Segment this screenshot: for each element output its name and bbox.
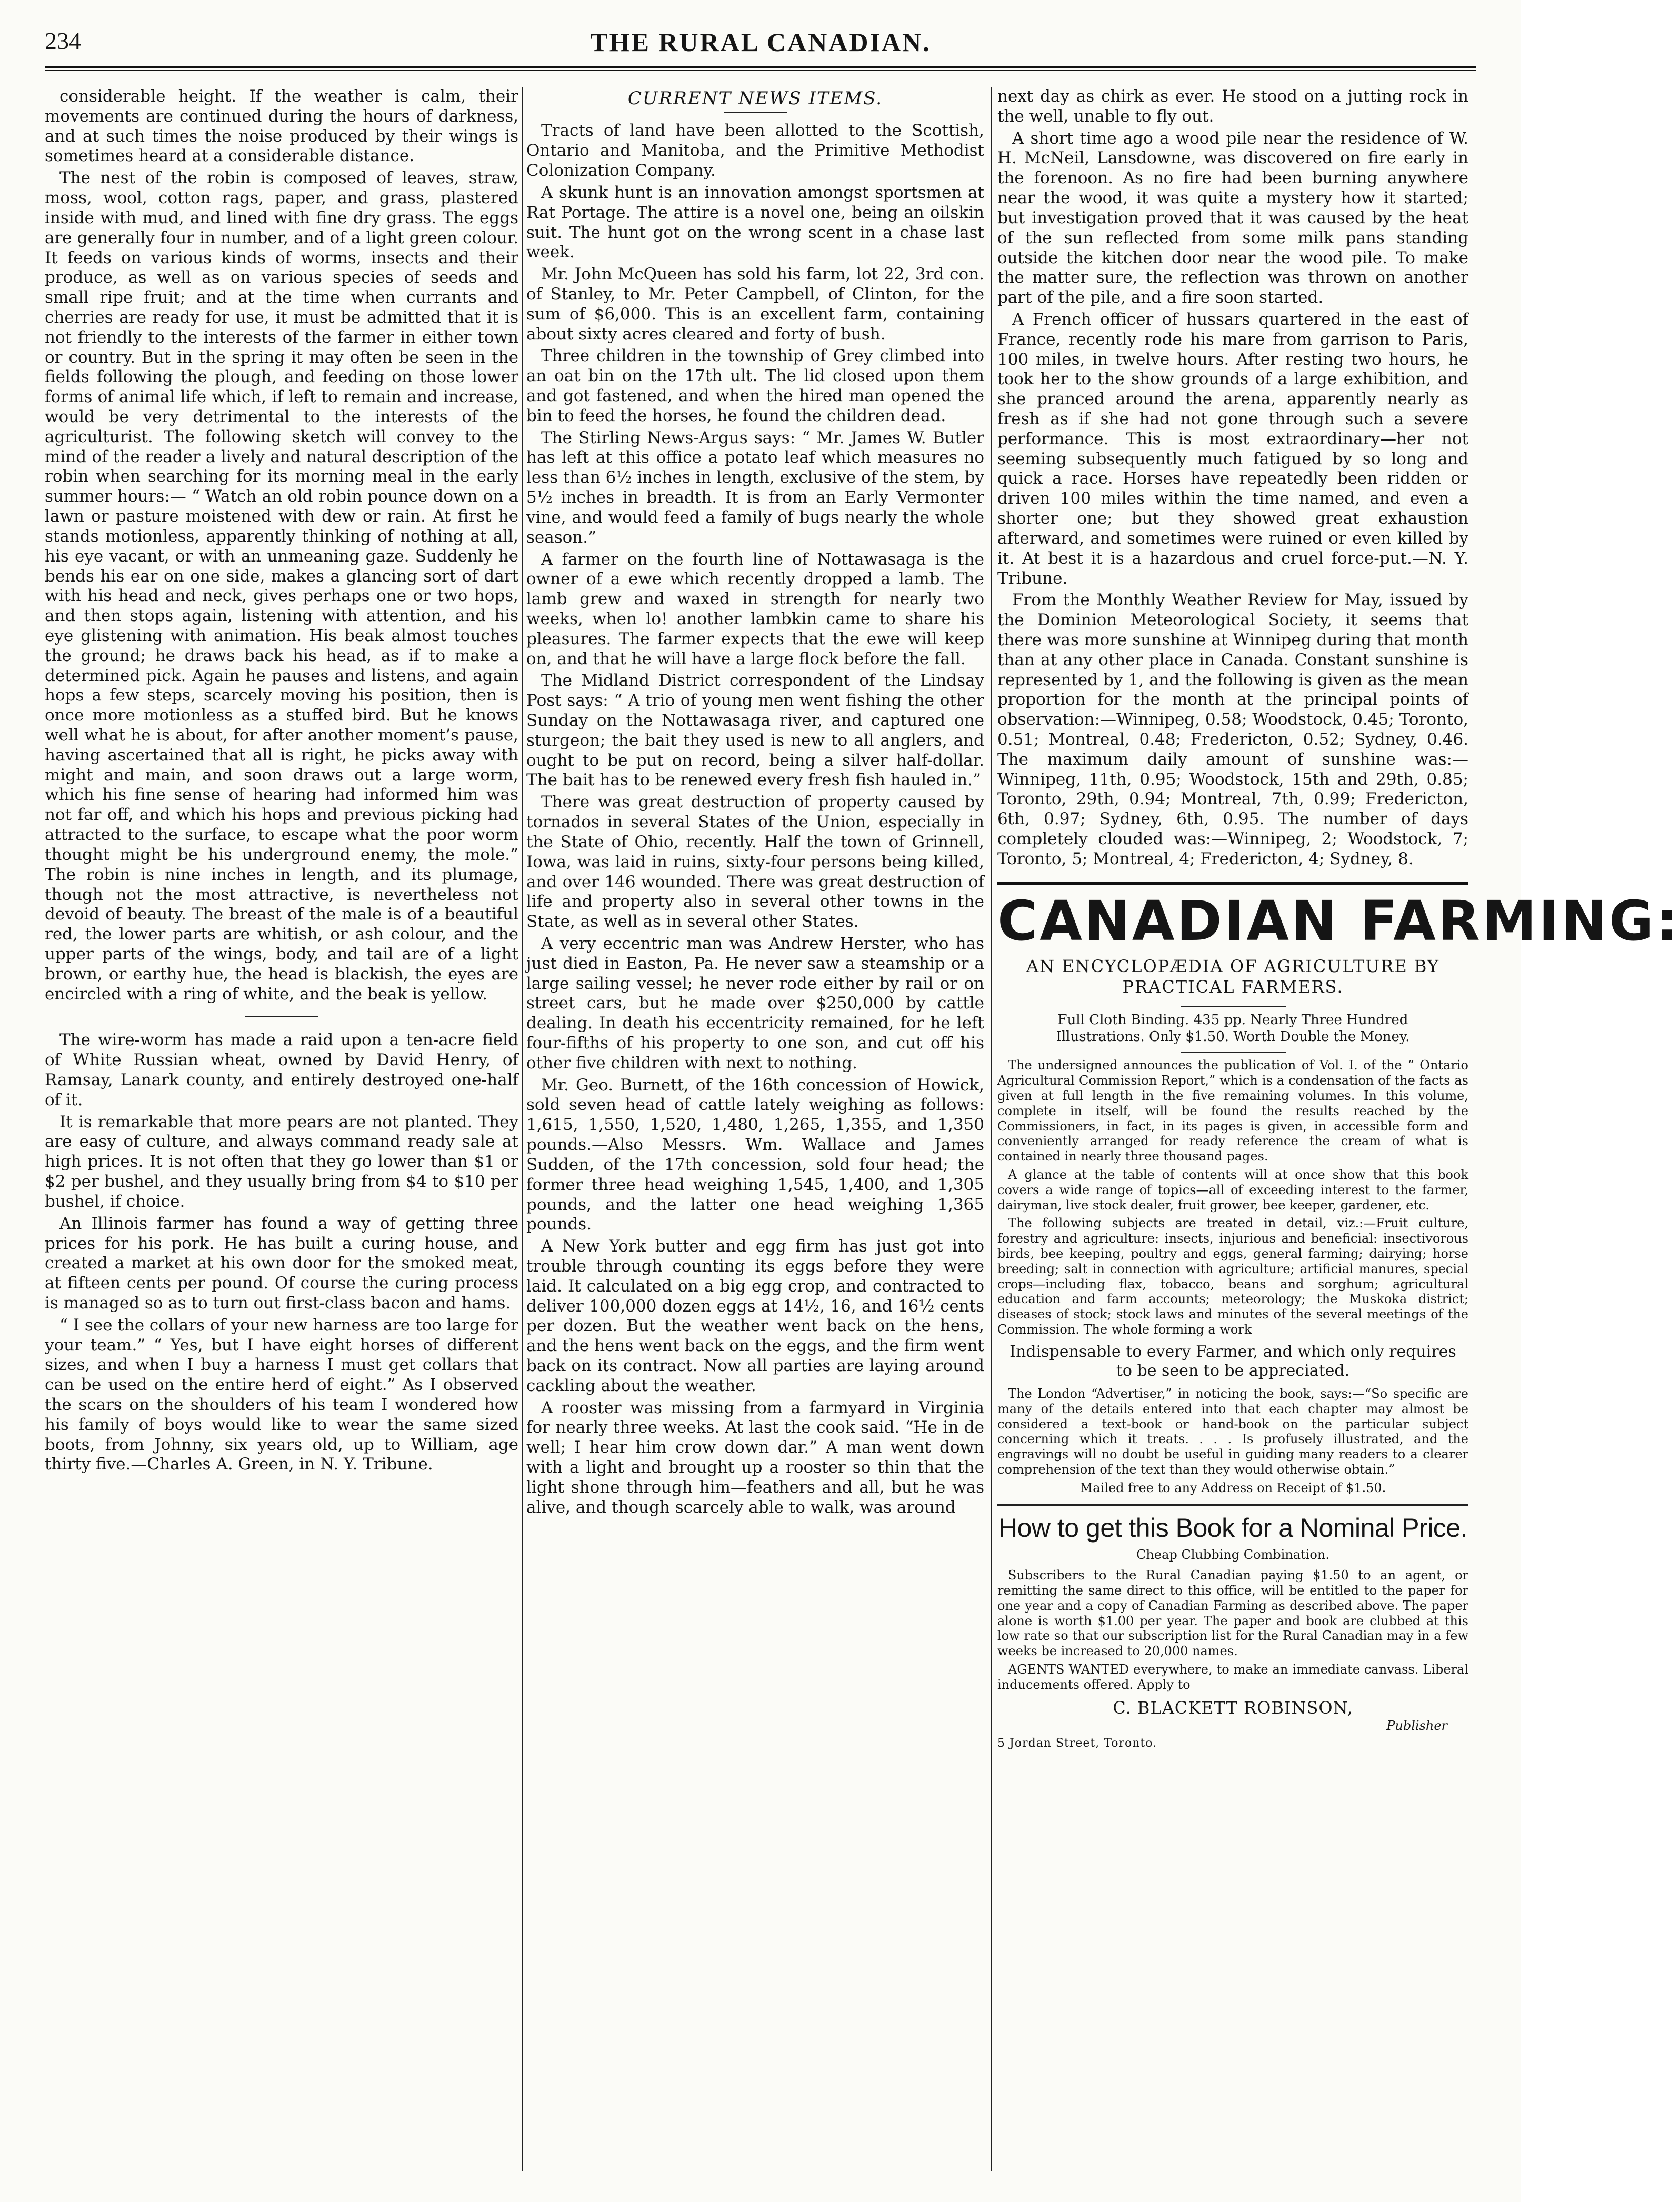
news-item: A New York butter and egg firm has just got into trouble through counting its eggs before they were laid. It calculated on a big egg crop, and contracted to deliver 100,000 dozen eggs at 14½, 16, and 16½ cents per dozen. But the weather went back on the hens, and the hens went back on the eggs, and the firm went back on its contract. Now all parties are laying around cackling about the weather. xyxy=(526,1237,984,1395)
article-separator xyxy=(245,1016,318,1017)
news-item-continued: next day as chirk as ever. He stood on a jutting rock in the well, unable to fly out. xyxy=(997,87,1468,126)
news-item: Mr. Geo. Burnett, of the 16th concession of Howick, sold seven head of cattle lately weighing as follows: 1,615, 1,550, 1,520, 1,480, 1,265, 1,355, and 1,350 pounds.—Also Messrs. Wm. Wallace and James Sudden, of the 17th concession, sold four head; the former three head weighing 1,545, 1,400, and 1,305 pounds, and the latter one head weighing 1,365 pounds. xyxy=(526,1075,984,1234)
ad-howto-heading: How to get this Book for a Nominal Price. xyxy=(997,1504,1468,1544)
ad-agents-wanted: AGENTS WANTED everywhere, to make an immediate canvass. Liberal inducements offered. Apply to xyxy=(997,1662,1468,1692)
news-item: The Midland District correspondent of the Lindsay Post says: “ A trio of young men went fishing the other Sunday on the Nottawasaga river, and captured one sturgeon; the bait they used is new to all anglers, and ought to be put on record, being a silver half-dollar. The bait has to be renewed every fresh fish hauled in.” xyxy=(526,671,984,790)
column-rule xyxy=(991,87,992,2171)
news-item: Three children in the township of Grey climbed into an oat bin on the 17th ult. The lid closed upon them and got fastened, and when the hired man opened the bin to feed the horses, he found the children dead. xyxy=(526,346,984,425)
column-rule xyxy=(522,87,523,2171)
harness-paragraph: “ I see the collars of your new harness are too large for your team.” “ Yes, but I have eight horses of different sizes, and when I buy a harness I must get collars that can be used on the entire herd of eight.” As I observed the scars on the shoulders of his team I wondered how his family of boys would like to wear the same sized boots, from Johnny, six years old, up to William, age thirty five.—Charles A. Green, in N. Y. Tribune. xyxy=(45,1315,518,1474)
news-item: A short time ago a wood pile near the residence of W. H. McNeil, Lansdowne, was discovered on fire early in the forenoon. As no fire had been burning anywhere near the wood, it was quite a mystery how it started; but investigation proved that it was caused by the heat of the sun reflected from some milk pans standing outside the kitchen door near the wood pile. To make the matter sure, the reflection was thrown on another part of the pile, and a fire soon started. xyxy=(997,128,1468,307)
ad-binding-line: Full Cloth Binding. 435 pp. Nearly Three Hundred Illustrations. Only $1.50. Worth Double the Money. xyxy=(1056,1012,1410,1045)
robin-continued-paragraph: considerable height. If the weather is calm, their movements are continued during the hours of darkness, and at such times the noise produced by their wings is sometimes heard at a considerable distance. xyxy=(45,87,518,166)
ad-body-text: A glance at the table of contents will at once show that this book covers a wide range of topics—all of exceeding interest to the farmer, dairyman, live stock dealer, fruit grower, bee keeper, gardener, etc. xyxy=(997,1167,1468,1213)
ad-body-text: The undersigned announces the publication of Vol. I. of the “ Ontario Agricultural Commission Report,” which is a condensation of the facts as given at full length in the five remaining volumes. In this volume, complete in itself, will be found the results reached by the Commissioners, in fact, in its pages is given, in accessible form and conveniently arranged for ready reference the cream of what is contained in nearly three thousand pages. xyxy=(997,1058,1468,1164)
ad-rule xyxy=(1181,1006,1286,1007)
ad-publisher-name: C. BLACKETT ROBINSON, xyxy=(1113,1697,1353,1718)
news-item: Tracts of land have been allotted to the Scottish, Ontario and Manitoba, and the Primitive Methodist Colonization Company. xyxy=(526,121,984,181)
news-item: A skunk hunt is an innovation amongst sportsmen at Rat Portage. The attire is a novel one, being an oilskin suit. The hunt got on the wrong scent in a chase last week. xyxy=(526,183,984,262)
section-heading-rule xyxy=(724,112,787,113)
news-item: A rooster was missing from a farmyard in Virginia for nearly three weeks. At last the cook said. “He in de well; I hear him crow down dar.” A man went down with a light and brought up a rooster so thin that the light shone through him—feathers and all, but he was alive, and though scarcely able to walk, was around xyxy=(526,1398,984,1517)
newspaper-title: THE RURAL CANADIAN. xyxy=(590,27,931,57)
news-item: A French officer of hussars quartered in the east of France, recently rode his mare from garrison to Paris, 100 miles, in twelve hours. After resting two hours, he took her to the show grounds of a large exhibition, and she pranced around the arena, apparently nearly as fresh as if she had not gone through such a severe performance. This is most extraordinary—her not seeming subsequently much fatigued by so long and quick a race. Horses have repeatedly been ridden or driven 100 miles within the time named, and even a shorter one; but they showed great exhaustion afterward, and sometimes were ruined or even killed by it. At best it is a hazardous and cruel force-put.—N. Y. Tribune. xyxy=(997,309,1468,588)
news-item: Mr. John McQueen has sold his farm, lot 22, 3rd con. of Stanley, to Mr. Peter Campbell, of Clinton, for the sum of $6,000. This is an excellent farm, containing about sixty acres cleared and forty of bush. xyxy=(526,265,984,344)
news-item: From the Monthly Weather Review for May, issued by the Dominion Meteorological Society, it seems that there was more sunshine at Winnipeg during that month than at any other place in Canada. Constant sunshine is represented by 1, and the following is given as the mean proportion for the month at the principal points of observation:—Winnipeg, 0.58; Woodstock, 0.45; Toronto, 0.51; Montreal, 0.48; Fredericton, 0.52; Sydney, 0.46. The maximum daily amount of sunshine was:—Winnipeg, 11th, 0.95; Woodstock, 15th and 29th, 0.85; Toronto, 29th, 0.94; Montreal, 7th, 0.99; Fredericton, 6th, 0.97; Sydney, 6th, 0.95. The number of days completely clouded was:—Winnipeg, 2; Woodstock, 7; Toronto, 5; Montreal, 4; Fredericton, 4; Sydney, 8. xyxy=(997,590,1468,868)
ad-subscription-text: Subscribers to the Rural Canadian paying $1.50 to an agent, or remitting the same direct to this office, will be entitled to the paper for one year and a copy of Canadian Farming as described above. The paper alone is worth $1.00 per year. The paper and book are clubbed at this low rate so that our subscription list for the Rural Canadian may in a few weeks be increased to 20,000 names. xyxy=(997,1568,1468,1659)
masthead-rule xyxy=(45,66,1476,71)
column-left xyxy=(45,87,518,2171)
illinois-farmer-paragraph: An Illinois farmer has found a way of getting three prices for his pork. He has built a curing house, and created a market at his own door for the smoked meat, at fifteen cents per pound. Of course the curing process is managed so as to turn out first-class bacon and hams. xyxy=(45,1214,518,1313)
column-middle xyxy=(526,87,984,2171)
column-right xyxy=(997,87,1680,2171)
news-item: A very eccentric man was Andrew Herster, who has just died in Easton, Pa. He never saw a steamship or a large sailing vessel; he never rode either by rail or on street cars, but he made over $250,000 by cattle dealing. In death his eccentricity remained, for he left four-fifths of his property to one son, and cut off his other five children with next to nothing. xyxy=(526,934,984,1073)
ad-combination-heading: Cheap Clubbing Combination. xyxy=(1136,1547,1329,1562)
ad-rule xyxy=(1181,1052,1286,1053)
news-item: A farmer on the fourth line of Nottawasaga is the owner of a ewe which recently dropped a lamb. The lamb grew and waxed in strength for nearly two weeks, when lo! another lambkin came to share his pleasures. The farmer expects that the ewe will keep on, and that he will have a large flock before the fall. xyxy=(526,549,984,668)
page-number: 234 xyxy=(45,27,81,54)
pears-paragraph: It is remarkable that more pears are not planted. They are easy of culture, and always command ready sale at high prices. It is not often that they go lower than $1 or $2 per bushel, and they usually bring from $4 to $10 per bushel, if choice. xyxy=(45,1112,518,1211)
ad-address: 5 Jordan Street, Toronto. xyxy=(997,1736,1157,1750)
robin-description-paragraph: The nest of the robin is composed of leaves, straw, moss, wool, cotton rags, paper, and grass, plastered inside with mud, and lined with fine dry grass. The eggs are generally four in number, and of a light green colour. It feeds on various kinds of worms, insects and their produce, as well as on various species of seeds and small ripe fruit; and at the time when currants and cherries are ready for use, it must be admitted that it is not friendly to the interests of the farmer in either town or country. But in the spring it may often be seen in the fields following the plough, and feeding on those lower forms of animal life which, if left to remain and increase, would be very detrimental to the interests of the agriculturist. The following sketch will convey to the mind of the reader a lively and natural description of the robin when searching for its morning meal in the early summer hours:— “ Watch an old robin pounce down on a lawn or pasture moistened with dew or rain. At first he stands motionless, apparently thinking of nothing at all, his eye vacant, or with an unmeaning gaze. Suddenly he bends his ear on one side, makes a glancing sort of dart with his head and neck, gives perhaps one or two hops, and then stops again, listening with attention, and his eye glistening with animation. His beak almost touches the ground; he draws back his head, as if to make a determined pick. Again he pauses and listens, and again hops a few steps, scarcely moving his position, then is once more motionless as a stuffed bird. But he knows well what he is about, for after another moment’s pause, having ascertained that all is right, he picks away with might and main, and soon draws out a large worm, which his fine sense of hearing had informed him was not far off, and which his hops and previous picking had attracted to the surface, to escape what the poor worm thought might be his underground enemy, the mole.” The robin is nine inches in length, and its plumage, though not the most attractive, is nevertheless not devoid of beauty. The breast of the male is of a beautiful red, the lower parts are whitish, or ash colour, and the upper parts of the wings, body, and tail are of a light brown, or earthy hue, the head is blackish, the eyes are encircled with a ring of white, and the beak is yellow. xyxy=(45,168,518,1004)
ad-review-quote: The London “Advertiser,” in noticing the book, says:—“So specific are many of the details entered into that each chapter may almost be considered a text-book or hand-book on the particular subject concerning which it treats. . . . Is profusely illustrated, and the engravings will no doubt be useful in guiding many readers to a clearer comprehension of the text than they would otherwise obtain.” xyxy=(997,1386,1468,1477)
ad-mail-offer: Mailed free to any Address on Receipt of $1.50. xyxy=(1079,1480,1386,1495)
ad-title: CANADIAN FARMING: xyxy=(997,888,1680,953)
ad-body-text: The following subjects are treated in detail, viz.:—Fruit culture, forestry and agriculture: insects, injurious and beneficial: insectivorous birds, bee keeping, poultry and eggs, general farming; dairying; horse breeding; salt in connection with agriculture; artificial manures, special crops—including flax, tobacco, beans and sorghum; agricultural education and farm accounts; meteorology; the Muskoka district; diseases of stock; stock laws and minutes of the several meetings of the Commission. The whole forming a work xyxy=(997,1216,1468,1337)
wireworm-paragraph: The wire-worm has made a raid upon a ten-acre field of White Russian wheat, owned by David Henry, of Ramsay, Lanark county, and entirely destroyed one-half of it. xyxy=(45,1030,518,1109)
ad-subtitle: AN ENCYCLOPÆDIA OF AGRICULTURE BY PRACTICAL FARMERS. xyxy=(1026,956,1439,997)
book-advertisement xyxy=(997,882,1680,1751)
section-heading: CURRENT NEWS ITEMS. xyxy=(627,88,883,109)
ad-tagline: Indispensable to every Farmer, and which only requires to be seen to be appreciated. xyxy=(1009,1342,1456,1380)
ad-publisher-role: Publisher xyxy=(1386,1718,1447,1733)
news-item: There was great destruction of property caused by tornados in several States of the Union, especially in the State of Ohio, recently. Half the town of Grinnell, Iowa, was laid in ruins, sixty-four persons being killed, and over 146 wounded. There was great destruction of life and property also in several other towns in the State, as well as in several other States. xyxy=(526,793,984,932)
masthead xyxy=(45,26,1476,71)
news-item: The Stirling News-Argus says: “ Mr. James W. Butler has left at this office a potato leaf which measures no less than 6½ inches in length, exclusive of the stem, by 5½ inches in breadth. It is from an Early Vermonter vine, and would feed a family of bugs nearly the whole season.” xyxy=(526,428,984,547)
